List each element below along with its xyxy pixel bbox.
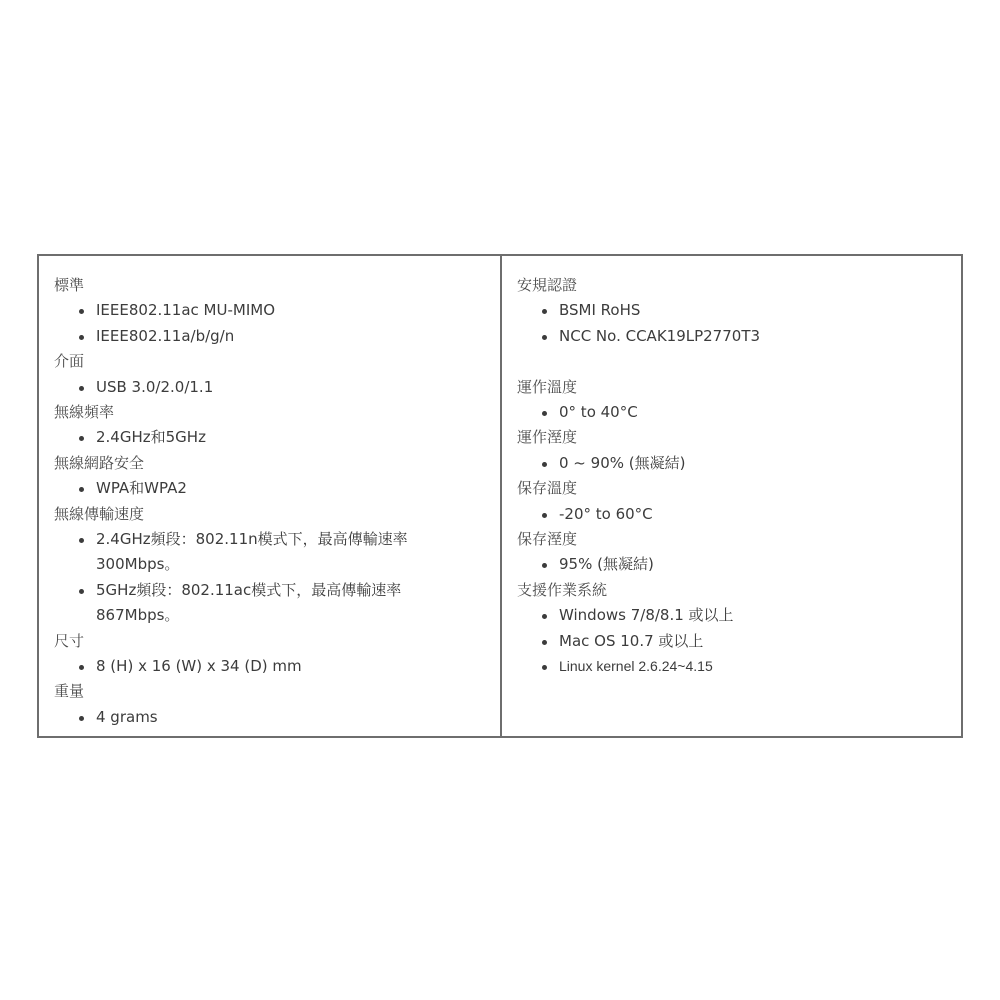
list-item-text: 4 grams	[96, 707, 158, 726]
list-item-text: 0 ~ 90% (無凝結)	[559, 453, 686, 472]
list-item-text: 0° to 40°C	[559, 402, 638, 421]
section-list-supported-os	[517, 603, 961, 679]
section-list-wireless-security	[54, 476, 500, 501]
bullet-icon	[79, 335, 84, 340]
bullet-icon	[542, 614, 547, 619]
bullet-icon	[542, 309, 547, 314]
list-item-text: NCC No. CCAK19LP2770T3	[559, 326, 761, 345]
list-item	[517, 298, 961, 323]
list-item-text: -20° to 60°C	[559, 504, 653, 523]
section-title-dimensions: 尺寸	[54, 631, 85, 650]
section-list-certification	[517, 298, 961, 349]
spec-column-left	[39, 256, 502, 736]
section-list-operating-temperature	[517, 400, 961, 425]
bullet-icon	[79, 487, 84, 492]
list-item-text: IEEE802.11ac MU-MIMO	[96, 301, 275, 320]
section-title-operating-humidity: 運作溼度	[517, 428, 578, 447]
spec-table	[37, 254, 963, 738]
bullet-icon	[79, 436, 84, 441]
section-list-operating-humidity	[517, 451, 961, 476]
section-title-weight: 重量	[54, 682, 85, 701]
list-item	[517, 603, 961, 628]
section-list-wireless-frequency	[54, 425, 500, 450]
list-item-text: Windows 7/8/8.1 或以上	[559, 606, 734, 625]
list-item	[54, 324, 500, 349]
section-list-storage-humidity	[517, 552, 961, 577]
list-item	[517, 400, 961, 425]
list-item	[54, 578, 500, 629]
list-item-text: 2.4GHz頻段：802.11n模式下，最高傳輸速率300Mbps。	[96, 529, 408, 574]
section-title-interface: 介面	[54, 352, 85, 371]
list-item	[54, 425, 500, 450]
list-item	[517, 502, 961, 527]
list-item	[54, 527, 500, 578]
section-list-dimensions	[54, 654, 500, 679]
list-item-text: 2.4GHz和5GHz	[96, 428, 206, 447]
list-item-text: 95% (無凝結)	[559, 555, 654, 574]
list-item	[54, 705, 500, 730]
list-item-text: Mac OS 10.7 或以上	[559, 631, 704, 650]
bullet-icon	[542, 411, 547, 416]
bullet-icon	[79, 716, 84, 721]
section-title-operating-temperature: 運作溫度	[517, 377, 578, 396]
list-item-text: IEEE802.11a/b/g/n	[96, 326, 235, 345]
bullet-icon	[542, 640, 547, 645]
section-list-storage-temperature	[517, 502, 961, 527]
list-item	[54, 476, 500, 501]
section-list-standard	[54, 298, 500, 349]
section-title-wireless-security: 無線網路安全	[54, 453, 145, 472]
section-title-certification: 安規認證	[517, 276, 578, 294]
list-item-text: Linux kernel 2.6.24~4.15	[559, 657, 713, 674]
list-item-text: 8 (H) x 16 (W) x 34 (D) mm	[96, 657, 302, 675]
list-item	[517, 654, 961, 679]
bullet-icon	[542, 665, 547, 670]
bullet-icon	[79, 386, 84, 391]
section-title-wireless-speed: 無線傳輸速度	[54, 504, 145, 523]
section-title-supported-os: 支援作業系統	[517, 580, 608, 599]
section-spacer	[517, 349, 961, 374]
bullet-icon	[542, 462, 547, 467]
section-title-standard: 標準	[54, 276, 85, 294]
bullet-icon	[542, 513, 547, 518]
list-item-text: 5GHz頻段：802.11ac模式下，最高傳輸速率867Mbps。	[96, 580, 402, 625]
bullet-icon	[79, 589, 84, 594]
section-list-weight	[54, 705, 500, 730]
section-title-storage-temperature: 保存溫度	[517, 479, 578, 498]
list-item	[54, 654, 500, 679]
list-item-text: WPA和WPA2	[96, 479, 187, 498]
section-list-wireless-speed	[54, 527, 500, 629]
section-title-storage-humidity: 保存溼度	[517, 529, 578, 548]
bullet-icon	[79, 538, 84, 543]
list-item	[517, 629, 961, 654]
bullet-icon	[542, 335, 547, 340]
bullet-icon	[79, 309, 84, 314]
list-item	[54, 298, 500, 323]
bullet-icon	[542, 563, 547, 568]
spec-column-right	[502, 256, 961, 736]
section-title-wireless-frequency: 無線頻率	[54, 403, 115, 421]
list-item	[54, 375, 500, 400]
list-item	[517, 451, 961, 476]
list-item-text: USB 3.0/2.0/1.1	[96, 377, 214, 396]
section-list-interface	[54, 375, 500, 400]
bullet-icon	[79, 665, 84, 670]
list-item	[517, 552, 961, 577]
list-item	[517, 324, 961, 349]
list-item-text: BSMI RoHS	[559, 301, 641, 320]
